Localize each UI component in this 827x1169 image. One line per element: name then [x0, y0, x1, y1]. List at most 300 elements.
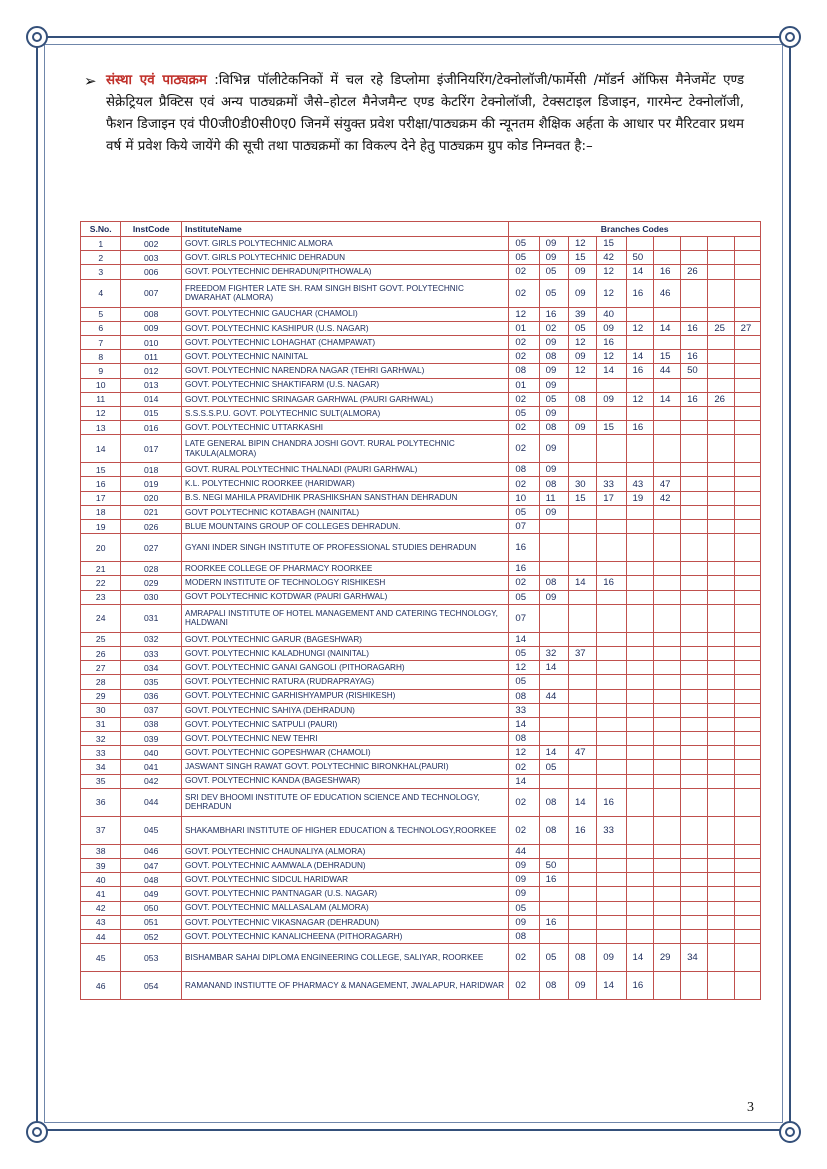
cell-branch-code	[568, 689, 596, 703]
cell-sno: 12	[81, 406, 121, 420]
cell-branch-code: 02	[509, 421, 539, 435]
cell-branch-code	[681, 689, 708, 703]
cell-branch-code: 05	[509, 901, 539, 915]
cell-branch-code: 08	[509, 463, 539, 477]
cell-sno: 22	[81, 576, 121, 590]
cell-branch-code: 08	[539, 788, 568, 816]
cell-branch-code: 01	[509, 321, 539, 335]
cell-branch-code	[734, 463, 760, 477]
cell-sno: 37	[81, 816, 121, 844]
cell-branch-code	[681, 732, 708, 746]
cell-branch-code	[708, 335, 734, 349]
cell-branch-code	[708, 646, 734, 660]
cell-branch-code	[734, 816, 760, 844]
cell-branch-code: 14	[568, 576, 596, 590]
cell-branch-code	[568, 378, 596, 392]
cell-branch-code	[626, 746, 653, 760]
cell-branch-code: 16	[509, 562, 539, 576]
cell-sno: 8	[81, 350, 121, 364]
cell-institute-name: GOVT. GIRLS POLYTECHNIC ALMORA	[182, 237, 509, 251]
cell-branch-code	[734, 915, 760, 929]
cell-branch-code	[653, 604, 680, 632]
cell-branch-code	[539, 774, 568, 788]
cell-branch-code: 12	[597, 279, 626, 307]
cell-branch-code: 14	[597, 972, 626, 1000]
cell-branch-code: 16	[539, 307, 568, 321]
cell-branch-code	[734, 746, 760, 760]
cell-branch-code: 14	[626, 350, 653, 364]
cell-branch-code	[597, 534, 626, 562]
cell-branch-code	[653, 746, 680, 760]
cell-branch-code	[568, 661, 596, 675]
cell-branch-code: 02	[509, 265, 539, 279]
cell-branch-code	[597, 774, 626, 788]
cell-branch-code	[653, 562, 680, 576]
cell-branch-code	[626, 901, 653, 915]
cell-sno: 2	[81, 251, 121, 265]
cell-branch-code: 08	[539, 576, 568, 590]
cell-branch-code	[539, 887, 568, 901]
cell-branch-code: 10	[509, 491, 539, 505]
intro-text: :विभिन्न पॉलीटेकनिकों में चल रहे डिप्लोमा इंजीनियरिंग/टेक्नोलॉजी/फार्मेसी /मॉडर्न ऑफिस मैनेजमेंट एण्ड सेक्रेट्रियल प्रैक्टिस एवं अन्य पाठ्यक्रमों जैसे–होटल मैनेजमैन्ट एण्ड केटरिंग टेक्नोलॉजी, टेक्सटाइल डिजाइन, गारमेन्ट टेक्नोलॉजी, फैशन डिजाइन एवं पी0जी0डी0सी0ए0 जिनमें संयुक्त प्रवेश परीक्षा/पाठ्यक्रम की न्यूनतम शैक्षिक अर्हता के आधार पर मैरिटवार प्रथम वर्ष में प्रवेश किये जायेंगे की सूची तथा पाठ्यक्रमों का विकल्प देने हेतु पाठ्यक्रम ग्रुप कोड निम्नवत है:–	[106, 73, 744, 154]
cell-branch-code	[708, 788, 734, 816]
cell-branch-code: 09	[539, 335, 568, 349]
header-instcode: InstCode	[121, 222, 182, 237]
cell-branch-code	[653, 590, 680, 604]
cell-branch-code: 12	[509, 746, 539, 760]
cell-branch-code: 09	[568, 279, 596, 307]
cell-branch-code: 16	[626, 364, 653, 378]
cell-sno: 17	[81, 491, 121, 505]
cell-instcode: 020	[121, 491, 182, 505]
cell-branch-code: 08	[539, 421, 568, 435]
header-institute-name: InstituteName	[182, 222, 509, 237]
cell-branch-code	[708, 661, 734, 675]
cell-institute-name: GOVT. POLYTECHNIC RATURA (RUDRAPRAYAG)	[182, 675, 509, 689]
cell-branch-code: 12	[597, 350, 626, 364]
cell-branch-code: 05	[539, 279, 568, 307]
cell-institute-name: GOVT. POLYTECHNIC GARHISHYAMPUR (RISHIKESH)	[182, 689, 509, 703]
cell-branch-code	[681, 307, 708, 321]
cell-branch-code	[568, 463, 596, 477]
cell-branch-code	[597, 463, 626, 477]
cell-institute-name: LATE GENERAL BIPIN CHANDRA JOSHI GOVT. RURAL POLYTECHNIC TAKULA(ALMORA)	[182, 435, 509, 463]
cell-branch-code	[626, 435, 653, 463]
cell-branch-code	[734, 887, 760, 901]
cell-branch-code	[653, 505, 680, 519]
cell-institute-name: GOVT. POLYTECHNIC KANALICHEENA (PITHORAGARH)	[182, 929, 509, 943]
cell-branch-code	[597, 929, 626, 943]
cell-branch-code	[539, 675, 568, 689]
cell-branch-code	[597, 505, 626, 519]
arrow-bullet-icon: ➢	[84, 72, 97, 90]
cell-branch-code	[708, 463, 734, 477]
cell-branch-code: 09	[597, 392, 626, 406]
cell-branch-code	[681, 675, 708, 689]
cell-branch-code: 02	[509, 944, 539, 972]
cell-branch-code	[708, 251, 734, 265]
cell-branch-code	[653, 378, 680, 392]
cell-branch-code	[708, 816, 734, 844]
table-row	[81, 265, 761, 279]
cell-branch-code	[568, 873, 596, 887]
cell-branch-code	[708, 675, 734, 689]
cell-branch-code	[734, 661, 760, 675]
cell-institute-name: GOVT. POLYTECHNIC KASHIPUR (U.S. NAGAR)	[182, 321, 509, 335]
table-row	[81, 717, 761, 731]
cell-branch-code	[653, 760, 680, 774]
table-row	[81, 435, 761, 463]
cell-branch-code	[539, 703, 568, 717]
cell-branch-code	[626, 873, 653, 887]
cell-branch-code	[653, 646, 680, 660]
cell-branch-code: 16	[626, 279, 653, 307]
cell-sno: 35	[81, 774, 121, 788]
cell-branch-code: 09	[539, 406, 568, 420]
cell-sno: 4	[81, 279, 121, 307]
cell-branch-code	[708, 873, 734, 887]
cell-branch-code	[681, 335, 708, 349]
cell-institute-name: GOVT. POLYTECHNIC SATPULI (PAURI)	[182, 717, 509, 731]
cell-branch-code	[734, 576, 760, 590]
table-row	[81, 887, 761, 901]
cell-branch-code	[734, 929, 760, 943]
cell-institute-name: GOVT. POLYTECHNIC PANTNAGAR (U.S. NAGAR)	[182, 887, 509, 901]
cell-sno: 23	[81, 590, 121, 604]
cell-branch-code	[597, 746, 626, 760]
cell-institute-name: GOVT. POLYTECHNIC NAINITAL	[182, 350, 509, 364]
cell-branch-code: 09	[539, 364, 568, 378]
cell-branch-code	[653, 915, 680, 929]
cell-branch-code	[708, 406, 734, 420]
cell-sno: 46	[81, 972, 121, 1000]
cell-institute-name: SRI DEV BHOOMI INSTITUTE OF EDUCATION SCIENCE AND TECHNOLOGY, DEHRADUN	[182, 788, 509, 816]
cell-branch-code	[734, 774, 760, 788]
cell-branch-code: 08	[539, 972, 568, 1000]
cell-branch-code: 09	[568, 350, 596, 364]
cell-branch-code: 05	[509, 646, 539, 660]
cell-sno: 34	[81, 760, 121, 774]
cell-branch-code	[597, 378, 626, 392]
cell-branch-code: 02	[509, 392, 539, 406]
cell-branch-code: 09	[568, 972, 596, 1000]
cell-branch-code	[734, 732, 760, 746]
cell-branch-code	[734, 435, 760, 463]
cell-branch-code: 16	[626, 972, 653, 1000]
cell-branch-code	[653, 335, 680, 349]
cell-branch-code: 14	[568, 788, 596, 816]
cell-branch-code	[626, 675, 653, 689]
cell-instcode: 007	[121, 279, 182, 307]
cell-branch-code	[539, 632, 568, 646]
cell-branch-code: 14	[653, 321, 680, 335]
cell-institute-name: GOVT. POLYTECHNIC KANDA (BAGESHWAR)	[182, 774, 509, 788]
cell-branch-code	[653, 859, 680, 873]
cell-institute-name: GOVT. POLYTECHNIC VIKASNAGAR (DEHRADUN)	[182, 915, 509, 929]
cell-sno: 40	[81, 873, 121, 887]
cell-branch-code	[708, 265, 734, 279]
cell-sno: 10	[81, 378, 121, 392]
cell-institute-name: GOVT. POLYTECHNIC SAHIYA (DEHRADUN)	[182, 703, 509, 717]
cell-branch-code: 02	[509, 335, 539, 349]
cell-sno: 3	[81, 265, 121, 279]
cell-branch-code	[597, 590, 626, 604]
cell-branch-code: 40	[597, 307, 626, 321]
cell-branch-code: 02	[539, 321, 568, 335]
cell-branch-code	[734, 421, 760, 435]
cell-branch-code	[626, 237, 653, 251]
cell-branch-code	[568, 915, 596, 929]
cell-branch-code	[734, 265, 760, 279]
cell-instcode: 038	[121, 717, 182, 731]
cell-branch-code	[653, 873, 680, 887]
cell-branch-code	[708, 717, 734, 731]
cell-branch-code: 05	[509, 590, 539, 604]
cell-branch-code: 46	[653, 279, 680, 307]
cell-branch-code	[734, 251, 760, 265]
cell-branch-code	[539, 929, 568, 943]
table-row	[81, 392, 761, 406]
table-row	[81, 335, 761, 349]
cell-branch-code: 16	[626, 421, 653, 435]
cell-institute-name: GOVT. POLYTECHNIC NARENDRA NAGAR (TEHRI GARHWAL)	[182, 364, 509, 378]
cell-branch-code: 05	[509, 505, 539, 519]
cell-instcode: 014	[121, 392, 182, 406]
table-row	[81, 406, 761, 420]
cell-instcode: 003	[121, 251, 182, 265]
cell-branch-code: 07	[509, 604, 539, 632]
cell-branch-code	[626, 929, 653, 943]
cell-branch-code	[681, 378, 708, 392]
cell-branch-code	[653, 576, 680, 590]
cell-branch-code	[568, 520, 596, 534]
cell-branch-code	[734, 534, 760, 562]
cell-branch-code	[568, 562, 596, 576]
cell-branch-code: 34	[681, 944, 708, 972]
cell-branch-code	[681, 760, 708, 774]
cell-branch-code	[708, 760, 734, 774]
cell-branch-code	[734, 972, 760, 1000]
cell-branch-code: 16	[568, 816, 596, 844]
cell-instcode: 052	[121, 929, 182, 943]
cell-branch-code: 02	[509, 477, 539, 491]
cell-branch-code: 14	[539, 746, 568, 760]
cell-branch-code: 02	[509, 816, 539, 844]
cell-branch-code	[708, 562, 734, 576]
cell-branch-code	[653, 463, 680, 477]
cell-branch-code: 16	[681, 392, 708, 406]
cell-branch-code	[568, 703, 596, 717]
cell-institute-name: GOVT. GIRLS POLYTECHNIC DEHRADUN	[182, 251, 509, 265]
cell-branch-code: 08	[539, 350, 568, 364]
cell-branch-code	[734, 788, 760, 816]
cell-branch-code: 08	[509, 364, 539, 378]
cell-branch-code: 39	[568, 307, 596, 321]
cell-branch-code	[681, 562, 708, 576]
cell-institute-name: GOVT. POLYTECHNIC DEHRADUN(PITHOWALA)	[182, 265, 509, 279]
cell-instcode: 019	[121, 477, 182, 491]
table-row	[81, 463, 761, 477]
cell-branch-code	[681, 632, 708, 646]
cell-branch-code	[708, 746, 734, 760]
cell-branch-code: 09	[597, 321, 626, 335]
cell-branch-code: 16	[597, 788, 626, 816]
cell-branch-code: 05	[539, 392, 568, 406]
table-row	[81, 632, 761, 646]
cell-branch-code	[681, 534, 708, 562]
cell-branch-code	[597, 604, 626, 632]
cell-sno: 20	[81, 534, 121, 562]
cell-branch-code	[734, 944, 760, 972]
table-row	[81, 364, 761, 378]
cell-sno: 43	[81, 915, 121, 929]
table-row	[81, 703, 761, 717]
cell-branch-code	[681, 717, 708, 731]
cell-branch-code	[734, 279, 760, 307]
cell-branch-code	[708, 364, 734, 378]
table-row	[81, 859, 761, 873]
cell-branch-code	[653, 406, 680, 420]
cell-instcode: 021	[121, 505, 182, 519]
cell-branch-code: 09	[509, 887, 539, 901]
cell-branch-code: 01	[509, 378, 539, 392]
cell-branch-code	[568, 534, 596, 562]
cell-sno: 38	[81, 844, 121, 858]
cell-branch-code	[568, 760, 596, 774]
cell-branch-code	[653, 632, 680, 646]
cell-branch-code: 05	[509, 251, 539, 265]
cell-branch-code	[626, 887, 653, 901]
cell-branch-code	[653, 534, 680, 562]
cell-institute-name: B.S. NEGI MAHILA PRAVIDHIK PRASHIKSHAN SANSTHAN DEHRADUN	[182, 491, 509, 505]
cell-branch-code	[653, 929, 680, 943]
cell-branch-code: 05	[539, 760, 568, 774]
cell-branch-code	[539, 562, 568, 576]
cell-branch-code	[626, 576, 653, 590]
cell-branch-code	[708, 520, 734, 534]
cell-branch-code	[597, 859, 626, 873]
cell-instcode: 039	[121, 732, 182, 746]
cell-branch-code	[653, 689, 680, 703]
table-row	[81, 562, 761, 576]
cell-branch-code	[708, 859, 734, 873]
cell-branch-code	[539, 901, 568, 915]
cell-instcode: 031	[121, 604, 182, 632]
cell-institute-name: GOVT. POLYTECHNIC AAMWALA (DEHRADUN)	[182, 859, 509, 873]
cell-branch-code	[734, 873, 760, 887]
cell-branch-code: 05	[509, 237, 539, 251]
table-row	[81, 646, 761, 660]
cell-branch-code	[539, 844, 568, 858]
cell-instcode: 026	[121, 520, 182, 534]
cell-branch-code: 09	[597, 944, 626, 972]
cell-institute-name: GOVT. POLYTECHNIC SIDCUL HARIDWAR	[182, 873, 509, 887]
cell-branch-code	[734, 859, 760, 873]
cell-branch-code	[597, 760, 626, 774]
table-row	[81, 746, 761, 760]
cell-branch-code: 09	[509, 873, 539, 887]
cell-branch-code: 19	[626, 491, 653, 505]
cell-branch-code	[568, 901, 596, 915]
cell-branch-code	[653, 251, 680, 265]
cell-branch-code: 02	[509, 788, 539, 816]
cell-institute-name: GOVT. POLYTECHNIC GOPESHWAR (CHAMOLI)	[182, 746, 509, 760]
table-row	[81, 901, 761, 915]
cell-instcode: 002	[121, 237, 182, 251]
cell-sno: 13	[81, 421, 121, 435]
cell-branch-code	[626, 703, 653, 717]
cell-branch-code	[708, 915, 734, 929]
cell-instcode: 047	[121, 859, 182, 873]
cell-branch-code	[681, 703, 708, 717]
cell-institute-name: GOVT POLYTECHNIC KOTDWAR (PAURI GARHWAL)	[182, 590, 509, 604]
cell-branch-code	[734, 562, 760, 576]
cell-branch-code	[708, 279, 734, 307]
cell-branch-code	[597, 887, 626, 901]
cell-branch-code: 08	[509, 689, 539, 703]
cell-branch-code: 27	[734, 321, 760, 335]
cell-branch-code	[681, 887, 708, 901]
cell-branch-code	[597, 562, 626, 576]
table-row	[81, 689, 761, 703]
cell-branch-code	[708, 689, 734, 703]
cell-branch-code: 15	[597, 237, 626, 251]
cell-branch-code: 17	[597, 491, 626, 505]
cell-branch-code: 09	[539, 251, 568, 265]
cell-branch-code	[597, 406, 626, 420]
cell-branch-code: 09	[539, 463, 568, 477]
table-row	[81, 505, 761, 519]
cell-instcode: 012	[121, 364, 182, 378]
cell-sno: 28	[81, 675, 121, 689]
cell-branch-code	[539, 732, 568, 746]
table-row	[81, 321, 761, 335]
cell-branch-code	[681, 491, 708, 505]
cell-branch-code	[626, 717, 653, 731]
cell-branch-code: 09	[539, 435, 568, 463]
cell-branch-code: 16	[597, 576, 626, 590]
cell-branch-code	[653, 844, 680, 858]
cell-branch-code	[681, 463, 708, 477]
cell-instcode: 016	[121, 421, 182, 435]
cell-branch-code: 12	[626, 321, 653, 335]
table-row	[81, 760, 761, 774]
cell-branch-code	[681, 915, 708, 929]
cell-branch-code	[568, 590, 596, 604]
cell-branch-code	[734, 675, 760, 689]
cell-branch-code	[708, 435, 734, 463]
cell-branch-code	[626, 590, 653, 604]
cell-branch-code: 33	[597, 816, 626, 844]
cell-branch-code: 14	[626, 265, 653, 279]
cell-branch-code	[626, 335, 653, 349]
cell-sno: 5	[81, 307, 121, 321]
cell-institute-name: GOVT. POLYTECHNIC GARUR (BAGESHWAR)	[182, 632, 509, 646]
cell-institute-name: BISHAMBAR SAHAI DIPLOMA ENGINEERING COLLEGE, SALIYAR, ROORKEE	[182, 944, 509, 972]
section-heading: संस्था एवं पाठ्यक्रम	[106, 73, 207, 88]
cell-branch-code	[708, 491, 734, 505]
cell-branch-code: 16	[597, 335, 626, 349]
cell-branch-code: 26	[708, 392, 734, 406]
cell-institute-name: GOVT. POLYTECHNIC GAUCHAR (CHAMOLI)	[182, 307, 509, 321]
cell-branch-code	[597, 732, 626, 746]
cell-branch-code	[681, 477, 708, 491]
cell-branch-code: 09	[539, 590, 568, 604]
cell-branch-code	[568, 774, 596, 788]
table-row	[81, 915, 761, 929]
cell-branch-code: 14	[539, 661, 568, 675]
cell-branch-code: 16	[681, 321, 708, 335]
